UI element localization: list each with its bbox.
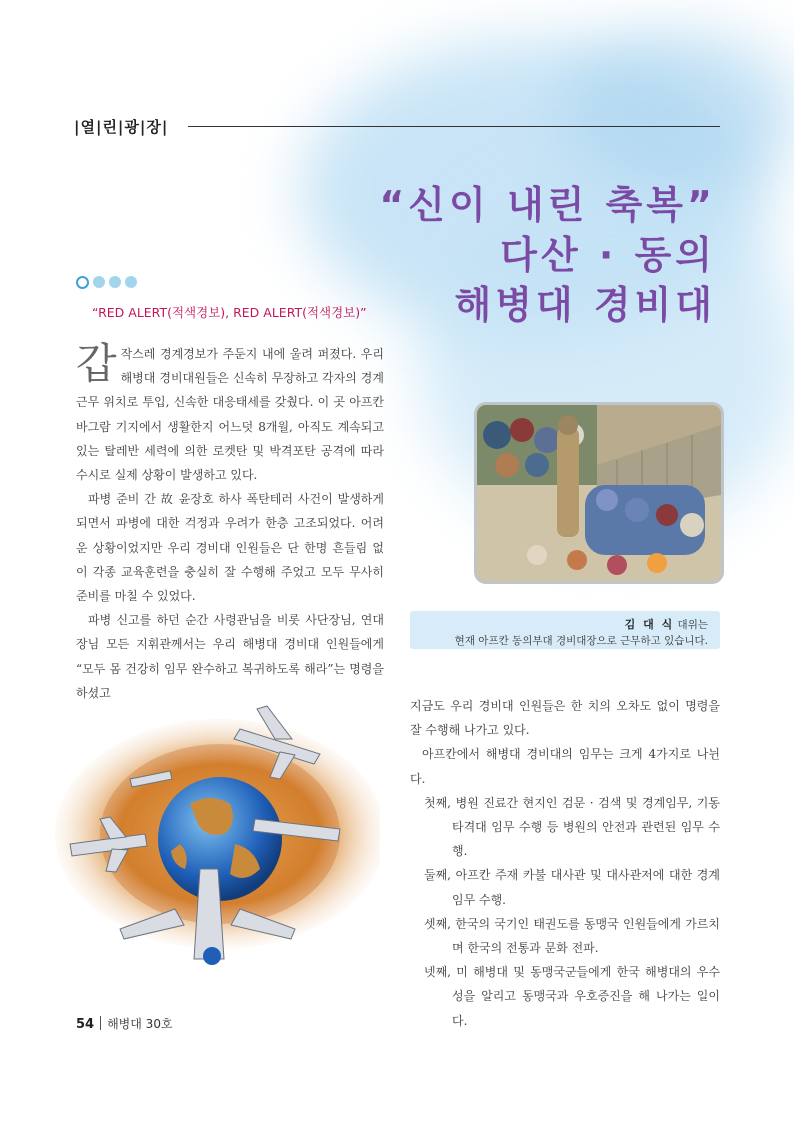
title-line-2: 다산 · 동의	[500, 233, 716, 277]
photo-illustration	[477, 405, 721, 581]
article-title	[379, 180, 716, 330]
body-right-column	[410, 694, 720, 1033]
caption-name: 김 대 식	[624, 618, 675, 631]
mission-item-3: 셋째, 한국의 국기인 태권도를 동맹국 인원들에게 가르치며 한국의 전통과 문화 전파.	[424, 916, 720, 956]
right-paragraph-1: 지금도 우리 경비대 인원들은 한 치의 오차도 없이 명령을 잘 수행해 나가고 있다.	[410, 699, 720, 738]
mission-item-2: 둘째, 아프칸 주재 카불 대사관 및 대사관저에 대한 경계 임무 수행.	[424, 868, 720, 907]
globe-illustration-svg	[40, 694, 380, 984]
soldier-children-photo	[474, 402, 724, 584]
dot-icon	[125, 276, 137, 288]
body-left-column	[76, 339, 384, 705]
page-footer	[76, 1013, 173, 1032]
globe-airplanes-illustration	[40, 694, 380, 984]
dot-icon	[76, 276, 89, 289]
paragraph-2: 파병 준비 간 故 윤장호 하사 폭탄테러 사건이 발생하게 되면서 파병에 대한 걱정과 우려가 한층 고조되었다. 어려운 상황이었지만 우리 경비대 인원들은 단 한명 흔들림 없이 각종 교육훈련을 충실히 잘 수행해 주었고 모두 무사히 준비를 마칠 수 있었다.	[76, 492, 384, 604]
page-number: 54	[76, 1017, 95, 1032]
decorative-dots	[76, 276, 141, 295]
title-line-1: “신이 내린 축복”	[379, 183, 716, 227]
title-line-3: 해병대 경비대	[454, 283, 716, 327]
photo-caption	[410, 611, 720, 649]
magazine-issue: 해병대 30호	[107, 1017, 173, 1031]
watercolor-background-top	[560, 30, 794, 190]
caption-suffix: 대위는	[674, 619, 708, 631]
dropcap: 갑	[76, 339, 117, 388]
mission-item-4: 넷째, 미 해병대 및 동맹국군들에게 한국 해병대의 우수성을 알리고 동맹국과 우호증진을 해 나가는 일이다.	[424, 965, 720, 1028]
dot-icon	[109, 276, 121, 288]
header-rule	[188, 126, 720, 127]
paragraph-1: 작스레 경계경보가 주둔지 내에 울려 퍼졌다. 우리 해병대 경비대원들은 신속히 무장하고 각자의 경계 근무 위치로 투입, 신속한 대응태세를 갖췄다. 이 곳 아프칸 바그람 기지에서 생활한지 어느덧 8개월, 아직도 계속되고 있는 탈레반 세력에 의한 로켓탄 및 박격포탄 공격에 따라 수시로 실제 상황이 발생하고 있다.	[76, 347, 384, 483]
section-header	[74, 116, 720, 138]
section-label: |열|린|광|장|	[74, 118, 169, 136]
footer-divider	[100, 1016, 101, 1030]
mission-item-1: 첫째, 병원 진료간 현지인 검문 · 검색 및 경계임무, 기동타격대 임무 수행 등 병원의 안전과 관련된 임무 수행.	[424, 795, 720, 859]
alert-quote: “RED ALERT(적색경보), RED ALERT(적색경보)”	[92, 305, 367, 320]
caption-line-2: 현재 아프칸 동의부대 경비대장으로 근무하고 있습니다.	[454, 635, 708, 647]
paragraph-3: 파병 신고를 하던 순간 사령관님을 비롯 사단장님, 연대장님 모든 지휘관께서는 우리 해병대 경비대 인원들에게 “모두 몸 건강히 임무 완수하고 복귀하도록 해라”는 명령을 하셨고	[76, 613, 384, 700]
right-paragraph-2: 아프칸에서 해병대 경비대의 임무는 크게 4가지로 나뉜다.	[410, 747, 720, 786]
dot-icon	[93, 276, 105, 288]
